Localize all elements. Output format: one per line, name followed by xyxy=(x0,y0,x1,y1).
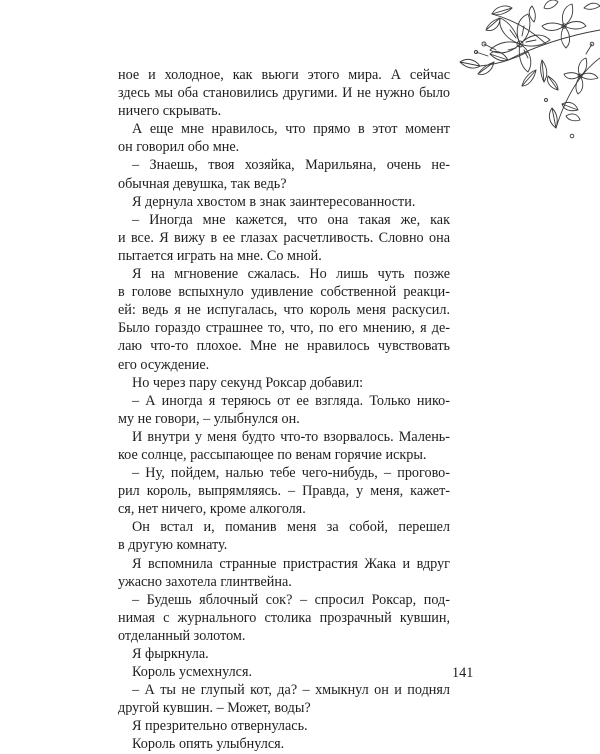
text-line: Было гораздо страшнее то, что, по его мнению, я де- xyxy=(118,320,450,337)
text-line: здесь мы оба становились другими. И не нужно было xyxy=(118,85,450,102)
text-line: Я дернула хвостом в знак заинтересованности. xyxy=(132,193,416,210)
text-line: ся, нет ничего, кроме алкоголя. xyxy=(118,501,306,518)
text-line: Король усмехнулся. xyxy=(132,664,253,681)
text-line: ничего скрывать. xyxy=(118,103,222,120)
text-line: Король опять улыбнулся. xyxy=(132,736,285,753)
text-line: Я презрительно отвернулась. xyxy=(132,718,308,735)
text-line: – А иногда я теряюсь от ее взгляда. Только нико- xyxy=(132,392,450,409)
text-line: в голове вспыхнуло удивление собственной реакци- xyxy=(118,284,450,301)
text-line: Я вспомнила странные пристрастия Жака и вдруг xyxy=(132,555,450,572)
text-line: – Будешь яблочный сок? – спросил Роксар, под- xyxy=(132,591,450,608)
text-line: пытается играть на мне. Со мной. xyxy=(118,247,322,264)
text-line: ей: ведь я не испугалась, что король меня раскусил. xyxy=(118,302,450,319)
text-line: И внутри у меня будто что-то взорвалось. Малень- xyxy=(132,428,450,445)
text-line: в другую комнату. xyxy=(118,537,228,554)
text-line: – Знаешь, твоя хозяйка, Марильяна, очень не- xyxy=(132,157,450,174)
text-line: кое солнце, рассыпающее по венам горячие искры. xyxy=(118,446,427,463)
text-line: лаю что-то плохое. Мне не нравилось чувствовать xyxy=(118,338,450,355)
text-line: отделанный золотом. xyxy=(118,627,246,644)
text-line: Я на мгновение сжалась. Но лишь чуть позже xyxy=(132,266,450,283)
text-line: он говорил обо мне. xyxy=(118,139,240,156)
text-line: ное и холодное, как вьюги этого мира. А сейчас xyxy=(118,67,450,83)
text-line: – А ты не глупый кот, да? – хмыкнул он и поднял xyxy=(132,682,450,699)
text-line: рил король, выпрямляясь. – Правда, у меня, кажет- xyxy=(118,483,450,500)
text-line: и все. Я вижу в ее глазах расчетливость. Словно она xyxy=(118,229,450,246)
text-line: его осуждение. xyxy=(118,356,210,373)
text-line: – Ну, пойдем, налью тебе чего-нибудь, – прогово- xyxy=(132,465,450,482)
text-line: Я фыркнула. xyxy=(132,646,209,662)
text-line: А еще мне нравилось, что прямо в этот момент xyxy=(132,121,450,138)
text-line: Он встал и, поманив меня за собой, перешел xyxy=(132,519,450,536)
text-line: обычная девушка, так ведь? xyxy=(118,175,287,192)
text-line: – Иногда мне кажется, что она такая же, как xyxy=(132,211,450,228)
body-text xyxy=(118,66,450,754)
text-line: му не говори, – улыбнулся он. xyxy=(118,410,300,427)
text-line: другой кувшин. – Может, воды? xyxy=(118,700,311,717)
page-number: 141 xyxy=(452,665,474,681)
text-line: Но через пару секунд Роксар добавил: xyxy=(132,374,364,391)
text-line: нимая с журнального столика прозрачный кувшин, xyxy=(118,609,450,626)
text-line: ужасно захотела глинтвейна. xyxy=(118,573,292,590)
